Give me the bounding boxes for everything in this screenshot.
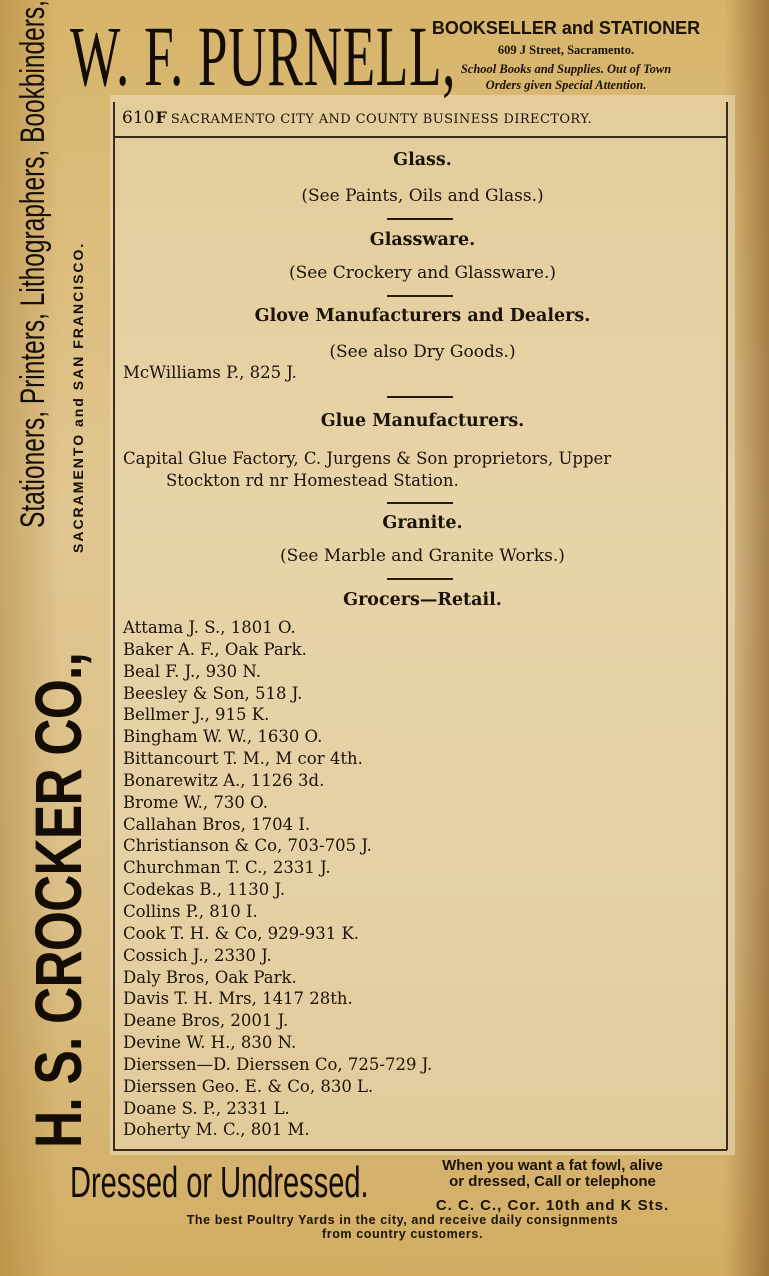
list-item: Bonarewitz A., 1126 3d. [123,770,325,790]
footer-rule [113,1149,727,1151]
list-item: Dierssen—D. Dierssen Co, 725-729 J. [123,1054,433,1074]
section-divider [387,295,453,297]
list-item: Beal F. J., 930 N. [123,661,262,681]
grocers-list [123,617,432,1141]
see-reference-gloves: (See also Dry Goods.) [329,342,516,362]
frame-right-rule [726,102,728,1150]
list-item: Bellmer J., 915 K. [123,705,270,725]
section-heading-glassware: Glassware. [369,230,476,250]
bottom-ad-line-3: C. C. C., Cor. 10th and K Sts. [435,1197,670,1214]
list-item: Dierssen Geo. E. & Co, 830 L. [123,1076,374,1096]
see-reference-granite: (See Marble and Granite Works.) [280,546,565,566]
list-item: Baker A. F., Oak Park. [123,639,307,659]
list-item: Deane Bros, 2001 J. [123,1011,289,1031]
header-rule [113,136,727,138]
bottom-ad-tagline-1: The best Poultry Yards in the city, and receive daily consignments [186,1213,619,1227]
list-item: Cook T. H. & Co, 929-931 K. [123,923,360,943]
list-item: Devine W. H., 830 N. [123,1033,297,1053]
list-item: Capital Glue Factory, C. Jurgens & Son proprietors, Upper [123,449,612,468]
list-item: Doherty M. C., 801 M. [123,1120,310,1140]
list-item: Beesley & Son, 518 J. [123,683,303,703]
list-item: Christianson & Co, 703-705 J. [123,836,372,856]
list-item: Bittancourt T. M., M cor 4th. [123,749,363,769]
section-heading-grocers: Grocers—Retail. [343,590,502,610]
list-item: Doane S. P., 2331 L. [123,1098,290,1118]
section-divider [387,218,453,220]
section-heading-glass: Glass. [393,150,452,170]
list-item: Callahan Bros, 1704 I. [123,814,311,834]
side-ad-cities: SACRAMENTO and SAN FRANCISCO. [70,241,86,553]
list-item: Daly Bros, Oak Park. [123,967,297,987]
see-reference-glassware: (See Crockery and Glassware.) [288,263,557,283]
section-heading-glue: Glue Manufacturers. [320,411,525,431]
list-item: Bingham W. W., 1630 O. [123,727,323,747]
directory-title: SACRAMENTO CITY AND COUNTY BUSINESS DIRECTORY. [170,112,593,127]
section-divider [387,502,453,504]
side-ad-trades: Stationers, Printers, Lithographers, Bookbinders, [14,0,52,528]
list-item: Churchman T. C., 2331 J. [123,858,331,878]
section-heading-gloves: Glove Manufacturers and Dealers. [254,306,591,326]
list-item: Cossich J., 2330 J. [123,945,272,965]
top-ad-line-3: Orders given Special Attention. [485,78,647,92]
directory-header [122,108,592,128]
top-ad-line-2: School Books and Supplies. Out of Town [460,62,672,76]
top-ad-title: BOOKSELLER and STATIONER [431,18,701,38]
section-heading-granite: Granite. [382,513,463,533]
top-ad-name: W. F. PURNELL, [70,8,457,104]
list-item: McWilliams P., 825 J. [123,363,297,382]
bottom-ad-line-2: or dressed, Call or telephone [449,1173,656,1190]
list-item: Collins P., 810 I. [123,901,258,921]
bottom-ad-tagline-2: from country customers. [321,1227,484,1241]
top-ad-address: 609 J Street, Sacramento. [497,43,635,57]
see-reference-glass: (See Paints, Oils and Glass.) [301,186,544,206]
list-item-continuation: Stockton rd nr Homestead Station. [166,471,459,490]
section-divider [387,578,453,580]
page-mark: F [155,108,167,127]
list-item: Davis T. H. Mrs, 1417 28th. [123,989,353,1009]
bottom-ad-line-1: When you want a fat fowl, alive [442,1157,663,1174]
list-item: Attama J. S., 1801 O. [123,618,296,637]
side-ad-company-name: H. S. CROCKER CO., [21,652,95,1148]
section-divider [387,396,453,398]
list-item: Brome W., 730 O. [123,792,268,812]
list-item: Codekas B., 1130 J. [123,880,286,900]
side-advertisement [12,0,122,1148]
page-number: 610 [122,108,155,128]
bottom-ad-main: Dressed or Undressed. [70,1158,369,1207]
